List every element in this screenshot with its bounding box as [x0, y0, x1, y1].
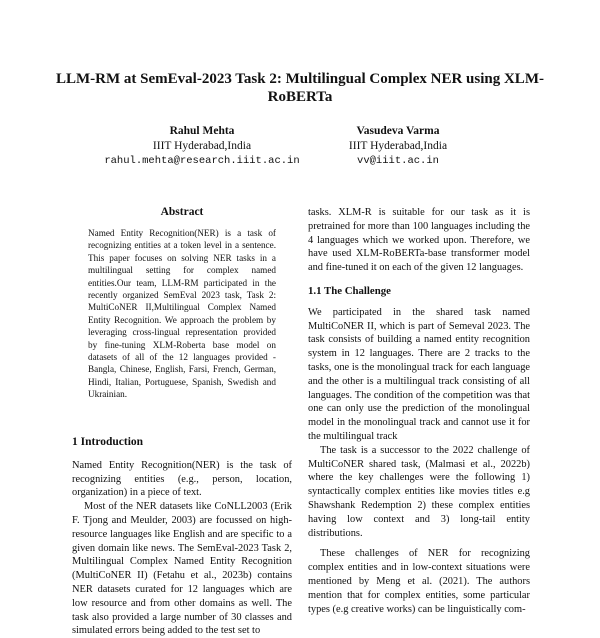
author-2-name: Vasudeva Varma — [356, 125, 440, 137]
abstract-text: Named Entity Recognition(NER) is a task of recognizing entities at a token level in a sentence. This paper focuses on solving NER tasks in a multilingual setting for complex named entities.Our team, LLM-RM participated in the recently organized SemEval 2023 task, Task 2: MultiCoNER II,Multilingual Complex Named Entity Recognition. We approach the problem by leveraging cross-lingual representation provided by fine-tuning XLM-Roberta base model on datasets of all of the 12 languages provided - Bangla, Chinese, English, Farsi, French, German, Hindi, Italian, Portuguese, Spanish, Swedish and Ukrainian. — [88, 228, 276, 400]
left-column-lower — [72, 436, 292, 638]
author-2-affiliation: IIIT Hyderabad,India — [348, 140, 448, 152]
introduction-heading: 1 Introduction — [72, 436, 144, 448]
challenge-heading: 1.1 The Challenge — [308, 284, 391, 297]
abstract-heading: Abstract — [160, 206, 204, 218]
paper-title: LLM-RM at SemEval-2023 Task 2: Multilingual Complex NER using XLM-RoBERTa — [56, 71, 544, 105]
challenge-paragraph-3: These challenges of NER for recognizing complex entities and in low-context situations were mentioned by Meng et al. (2021). The authors mention that for complex entities, some particular types (e.g creative works) can be linguistically com- — [308, 548, 530, 615]
author-1-name: Rahul Mehta — [169, 125, 235, 137]
author-1 — [102, 124, 302, 169]
challenge-paragraph-1: We participated in the shared task named MultiCoNER II, which is part of Semeval 2023. The task consists of building a named entity recognition system in 12 languages. There are 2 tracks to the tasks, one is the monolingual track for each language and the other is a multilingual track consisting of all languages. The condition of the competition was that one can only use the prediction of the monolingual model in the monolingual track and cannot use it for the multilingual track — [308, 306, 530, 442]
intro-paragraph-1: Named Entity Recognition(NER) is the task of recognizing entities (e.g., person, location, organization) in a piece of text. — [72, 459, 292, 499]
author-2-email: vv@iiit.ac.in — [357, 155, 439, 167]
right-continued-paragraph: tasks. XLM-R is suitable for our task as it is pretrained for more than 100 languages including the 4 languages which we worked upon. Therefore, we have used XLM-RoBERTa-base transformer model and fine-tuned it on each of the given 12 languages. — [308, 207, 530, 274]
right-column — [308, 206, 530, 616]
author-1-affiliation: IIIT Hyderabad,India — [152, 140, 252, 152]
author-1-email: rahul.mehta@research.iiit.ac.in — [104, 155, 300, 167]
author-2 — [298, 124, 498, 169]
challenge-paragraph-2: The task is a successor to the 2022 challenge of MultiCoNER shared task, (Malmasi et al., 2022b) where the key challenges were the following 1) syntactically complex entities like movies titles e.g Shawshank Redemption 2) these complex entities having low context and 3) long-tail entity distributions. — [308, 444, 530, 539]
intro-paragraph-2: Most of the NER datasets like CoNLL2003 (Erik F. Tjong and Meulder, 2003) are focussed on high-resource languages like English and are specific to a given domain like news. The SemEval-2023 Task 2, Multilingual Complex Named Entity Recognition (MultiCoNER II) (Fetahu et al., 2023b) contains NER datasets curated for 12 languages which are low resource and from other domains as well. The task also provided a large number of 30 classes and simulated errors being added to the test set to — [72, 501, 292, 637]
